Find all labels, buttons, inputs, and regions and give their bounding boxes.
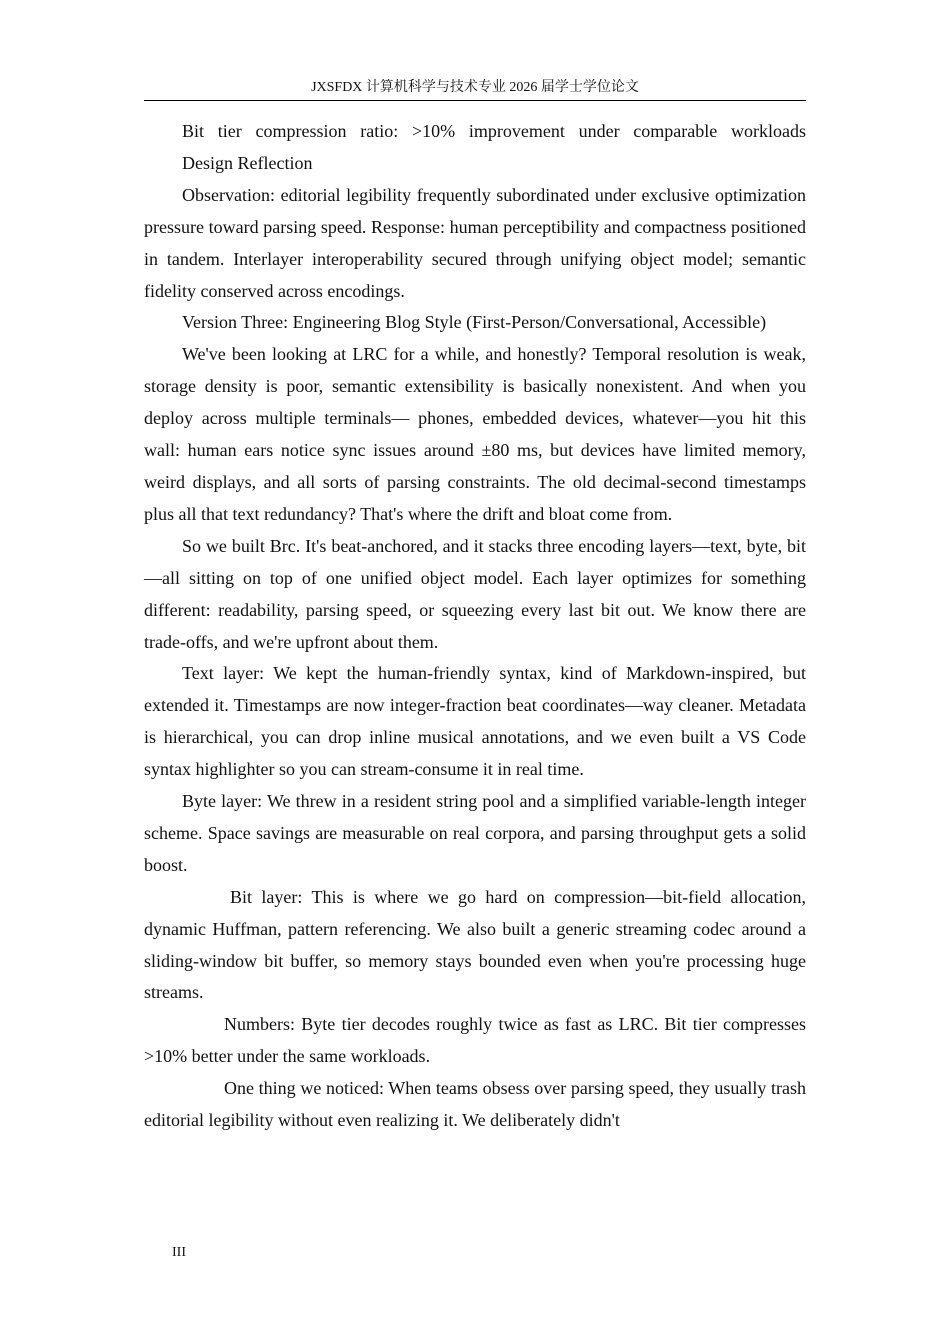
running-header: JXSFDX 计算机科学与技术专业 2026 届学士学位论文 (311, 80, 639, 95)
paragraph-text-layer: Text layer: We kept the human-friendly syntax, kind of Markdown-inspired, but extended it. Timestamps are now integer-fraction beat coordinates—way cleaner. Metadata is hierarchical, you can drop inline musical annotations, and we even built a VS Code syntax highlighter so you can stream-consume it in real time. (144, 663, 806, 780)
paragraph-lrc-intro: We've been looking at LRC for a while, and honestly? Temporal resolution is weak, storage density is poor, semantic extensibility is basically nonexistent. And when you deploy across multiple terminals— phones, embedded devices, whatever—you hit this wall: human ears notice sync issues around ±80 ms, but devices have limited memory, weird displays, and all sorts of parsing constraints. The old decimal-second timestamps plus all that text redundancy? That's where the drift and bloat come from. (144, 344, 806, 524)
paragraph-brc-built: So we built Brc. It's beat-anchored, and it stacks three encoding layers—text, byte, bit—all sitting on top of one unified object model. Each layer optimizes for something different: readability, parsing speed, or squeezing every last bit out. We know there are trade-offs, and we're upfront about them. (144, 535, 806, 652)
paragraph-observation: Observation: editorial legibility frequently subordinated under exclusive optimization pressure toward parsing speed. Response: human perceptibility and compactness positioned in tandem. Interlayer interoperability secured through unifying object model; semantic fidelity conserved across encodings. (144, 184, 806, 301)
paragraph-design-reflection-heading: Design Reflection (182, 152, 313, 173)
paragraph-numbers: Numbers: Byte tier decodes roughly twice as fast as LRC. Bit tier compresses >10% better under the same workloads. (144, 1014, 806, 1067)
header-rule (144, 100, 806, 101)
paragraph-bit-layer: Bit layer: This is where we go hard on compression—bit-field allocation, dynamic Huffman, pattern referencing. We also built a generic streaming codec around a sliding-window bit buffer, so memory stays bounded even when you're processing huge streams. (144, 886, 806, 1003)
paragraph-byte-layer: Byte layer: We threw in a resident string pool and a simplified variable-length integer scheme. Space savings are measurable on real corpora, and parsing throughput gets a solid boost. (144, 791, 806, 875)
body-text (144, 116, 806, 1137)
paragraph-bit-tier-ratio: Bit tier compression ratio: >10% improvement under comparable workloads (182, 121, 806, 141)
page-number: III (172, 1245, 186, 1260)
paragraph-one-thing: One thing we noticed: When teams obsess over parsing speed, they usually trash editorial legibility without even realizing it. We deliberately didn't (144, 1078, 806, 1131)
paragraph-version-three-heading: Version Three: Engineering Blog Style (First-Person/Conversational, Accessible) (182, 312, 767, 333)
